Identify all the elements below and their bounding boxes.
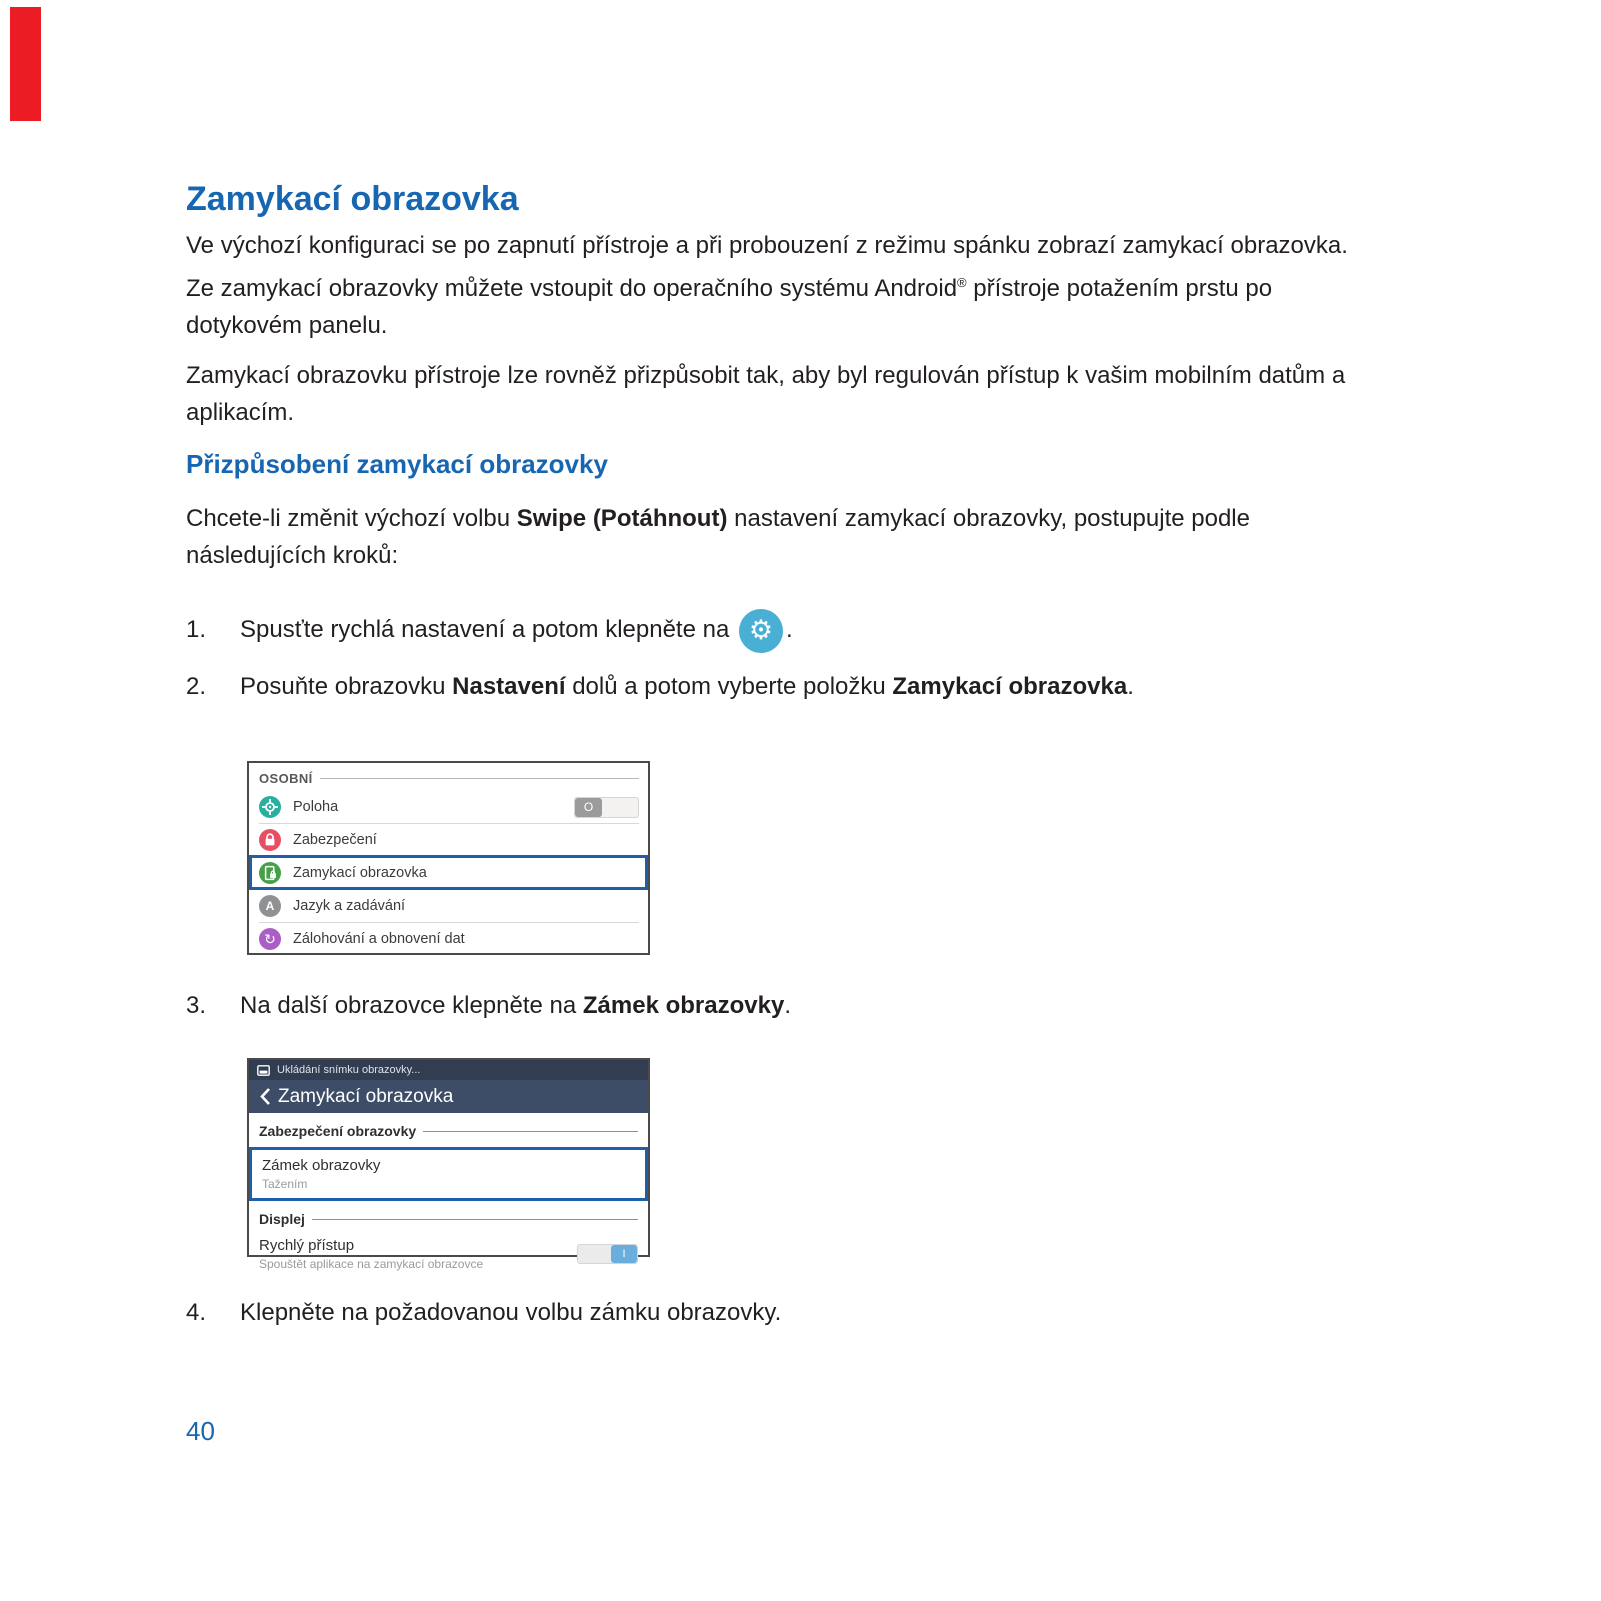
section-heading: Přizpůsobení zamykací obrazovky: [186, 449, 608, 479]
swipe-option-label: Swipe (Potáhnout): [516, 505, 728, 532]
step-number: 1.: [186, 616, 207, 643]
lock-screen-settings-screenshot: [247, 1058, 650, 1271]
section-rule: [320, 778, 639, 779]
chapter-tab-marker: [10, 7, 41, 121]
display-section-header: [259, 1210, 638, 1228]
quick-access-toggle-on: [577, 1244, 638, 1264]
quick-access-texts: [259, 1237, 483, 1271]
row-subtitle: Tažením: [262, 1177, 308, 1191]
toggle-knob: O: [575, 798, 602, 817]
location-icon: [259, 796, 281, 818]
step-number: 3.: [186, 992, 207, 1019]
toggle-knob: I: [611, 1245, 637, 1263]
intro-line: dotykovém panelu.: [186, 312, 388, 339]
page-number: 40: [186, 1416, 215, 1446]
settings-row-label: Zamykací obrazovka: [293, 865, 427, 881]
status-bar-text: Ukládání snímku obrazovky...: [277, 1064, 421, 1076]
settings-section-header: [259, 766, 639, 791]
security-section-header: [259, 1122, 638, 1140]
intro-paragraph-2: [186, 357, 1345, 431]
step-2: 2. Posuňte obrazovku Nastavení dolů a potom vyberte položku Zamykací obrazovka.: [186, 673, 1134, 700]
lead-line: následujících kroků:: [186, 542, 399, 569]
row-title: Rychlý přístup: [259, 1237, 355, 1254]
step-number: 4.: [186, 1299, 207, 1326]
page-title: Zamykací obrazovka: [186, 180, 519, 218]
intro-paragraph-1: [186, 227, 1348, 344]
settings-row-zabezpeceni: [259, 824, 639, 857]
screenshot-saving-icon: [257, 1065, 270, 1076]
settings-row-label: Zálohování a obnovení dat: [293, 931, 465, 947]
section-label: Displej: [259, 1211, 305, 1227]
security-lock-icon: [259, 829, 281, 851]
section-rule: [423, 1131, 638, 1132]
section-rule: [312, 1219, 638, 1220]
action-bar-title: Zamykací obrazovka: [278, 1085, 454, 1107]
step-3: 3. Na další obrazovce klepněte na Zámek obrazovky.: [186, 992, 791, 1019]
status-bar: [249, 1060, 648, 1080]
screenshot-body: [249, 1122, 648, 1271]
screen-lock-icon: [259, 862, 281, 884]
row-title: Zámek obrazovky: [262, 1157, 381, 1174]
step-number: 2.: [186, 673, 207, 700]
intro-line: Zamykací obrazovku přístroje lze rovněž přizpůsobit tak, aby byl regulován přístup k vašim mobilním datům a: [186, 362, 1346, 389]
settings-row-label: Jazyk a zadávání: [293, 898, 406, 914]
backup-restore-icon: ↻: [259, 928, 281, 950]
intro-line: Ve výchozí konfiguraci se po zapnutí přístroje a při probouzení z režimu spánku zobrazí zamykací obrazovka.: [186, 232, 1348, 259]
screen-lock-row-selected: [249, 1147, 648, 1201]
section-lead-paragraph: [186, 500, 1250, 574]
row-subtitle: Spouštět aplikace na zamykací obrazovce: [259, 1257, 484, 1271]
lead-line: Chcete-li změnit výchozí volbu Swipe (Potáhnout) nastavení zamykací obrazovky, postupujte podle: [186, 505, 1250, 532]
back-chevron-icon: [259, 1087, 271, 1106]
settings-gear-icon: ⚙: [739, 609, 783, 653]
settings-row-jazyk: [259, 890, 639, 923]
section-label: OSOBNÍ: [259, 771, 313, 786]
settings-row-zalohovani: [259, 923, 639, 955]
location-toggle-off: [574, 797, 639, 818]
quick-access-row: [259, 1237, 638, 1271]
intro-line: Ze zamykací obrazovky můžete vstoupit do operačního systému Android® přístroje potažením prstu po: [186, 275, 1273, 302]
action-bar: [249, 1080, 648, 1113]
settings-row-poloha: [259, 791, 639, 824]
settings-row-zamykaci-obrazovka-selected: [259, 857, 639, 890]
intro-line: aplikacím.: [186, 399, 295, 426]
step-1: 1. Spusťte rychlá nastavení a potom klepněte na ⚙ .: [186, 606, 793, 654]
settings-row-label: Poloha: [293, 799, 339, 815]
settings-list-screenshot: [247, 761, 650, 955]
settings-row-label: Zabezpečení: [293, 832, 377, 848]
step-4: 4. Klepněte na požadovanou volbu zámku obrazovky.: [186, 1299, 782, 1326]
section-label: Zabezpečení obrazovky: [259, 1123, 417, 1139]
language-icon: A: [259, 895, 281, 917]
registered-mark: ®: [957, 275, 967, 290]
